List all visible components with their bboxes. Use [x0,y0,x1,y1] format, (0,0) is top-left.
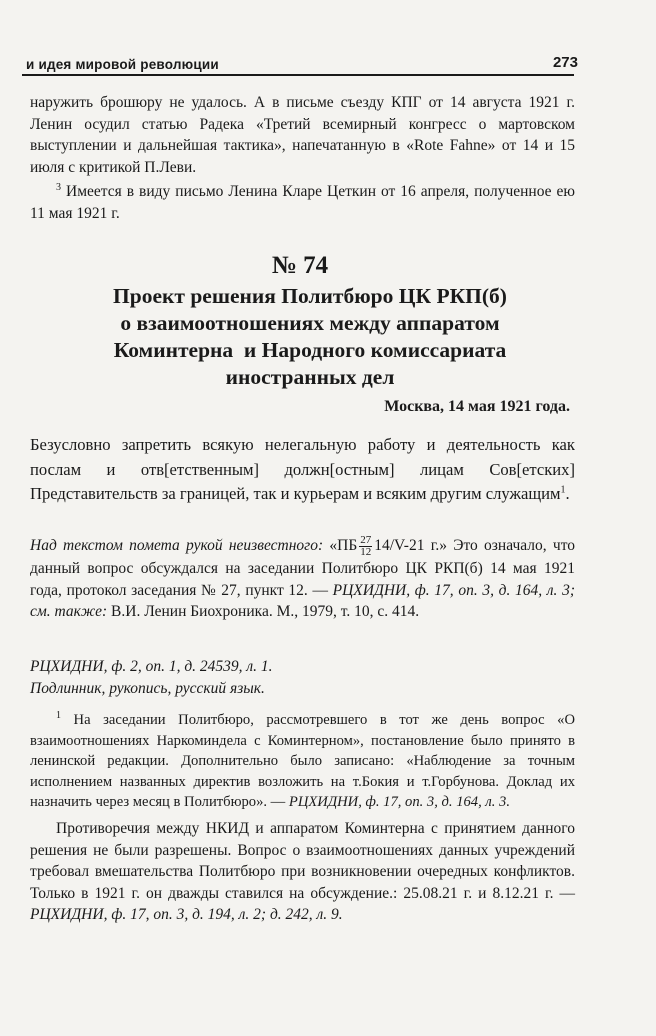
annotation-source: РЦХИДНИ, ф. 17, оп. 3, д. 164, л. 3; см. также: [30,581,576,621]
annotation [30,535,575,623]
annotation-fraction [359,535,372,558]
archive-note: Подлинник, рукопись, русский язык. [30,679,265,697]
annotation-intro: Над текстом помета рукой неизвестного: [30,537,324,555]
footnote-1-source: РЦХИДНИ, ф. 17, оп. 3, д. 164, л. 3. [288,794,510,811]
top-paragraph-text: наружить брошюру не удалось. А в письме съезду КПГ от 14 августа 1921 г. Ленин осудил статью Радека «Третий всемирный конгресс о мартовском выступлении и дальнейшая тактика», напечатанную в «Rote Fahne» от 14 и 15 июля с критикой П.Леви. [30,94,575,176]
continued-paragraph [30,92,575,178]
footnote-3-marker: 3 [56,181,61,193]
footnote-3-text: Имеется в виду письмо Ленина Кларе Цеткин от 16 апреля, полученное ею 11 мая 1921 г. [30,183,575,222]
document-number: № 74 [271,252,329,279]
dateline: Москва, 14 мая 1921 года. [384,398,570,415]
title-line: Проект решения Политбюро ЦК РКП(б) [113,284,507,308]
annotation-source-tail: В.И. Ленин Биохроника. М., 1979, т. 10, с. 414. [111,603,420,621]
footnote-1-text: На заседании Политбюро, рассмотревшего в тот же день вопрос «О взаимоотношениях Наркоминдела с Коминтерном», постановление было принято в ленинской редакции. Дополнительно было записано: «Наблюдение за точным исполнением названных директив возложить на т.Бокия и т.Горбунова. Доклад их назначить через месяц в Политбюро». — [30,712,575,811]
closing-note [30,818,575,926]
document-body [30,433,575,507]
body-end: . [565,484,570,504]
fraction-numerator: 27 [360,534,372,546]
footnote-1 [30,710,575,813]
running-title: и идея мировой революции [26,57,219,72]
fraction-denominator: 12 [360,546,372,558]
annotation-text: Это означало, что данный вопрос обсуждался на заседании Политбюро ЦК РКП(б) 14 мая 1921 года, протокол заседания № 27, пункт 12. — [30,537,576,599]
annotation-mark-suffix: 14/V-21 г.» [374,537,447,555]
running-header [22,50,578,76]
closing-source: РЦХИДНИ, ф. 17, оп. 3, д. 194, л. 2; д. 242, л. 9. [30,906,343,924]
archive-reference [30,656,575,699]
archive-ref: РЦХИДНИ, ф. 2, оп. 1, д. 24539, л. 1. [30,658,273,675]
title-line: иностранных дел [225,365,395,389]
title-line: о взаимоотношениях между аппаратом [120,311,500,335]
page-number: 273 [552,54,578,71]
footnote-3 [30,181,575,224]
closing-text: Противоречия между НКИД и аппаратом Коминтерна с принятием данного решения не были разрешены. Вопрос о взаимоотношениях данных учреждений требовал вмешательства Политбюро при возникновении очередных конфликтов. Только в 1921 г. он дважды ставился на обсуждение.: 25.08.21 г. и 8.12.21 г. — [30,820,575,902]
body-note-marker: 1 [560,484,566,496]
document-body-text: Безусловно запретить всякую нелегальную работу и деятельность как послам и отв[етственным] должн[остным] лицам Сов[етских] Представительств за границей, так и курьерам и всяким другим служащим [30,435,575,504]
document-title [30,283,590,391]
footnote-1-marker: 1 [56,710,61,722]
annotation-mark-prefix: «ПБ [329,537,358,555]
title-line: Коминтерна и Народного комиссариата [113,338,507,362]
